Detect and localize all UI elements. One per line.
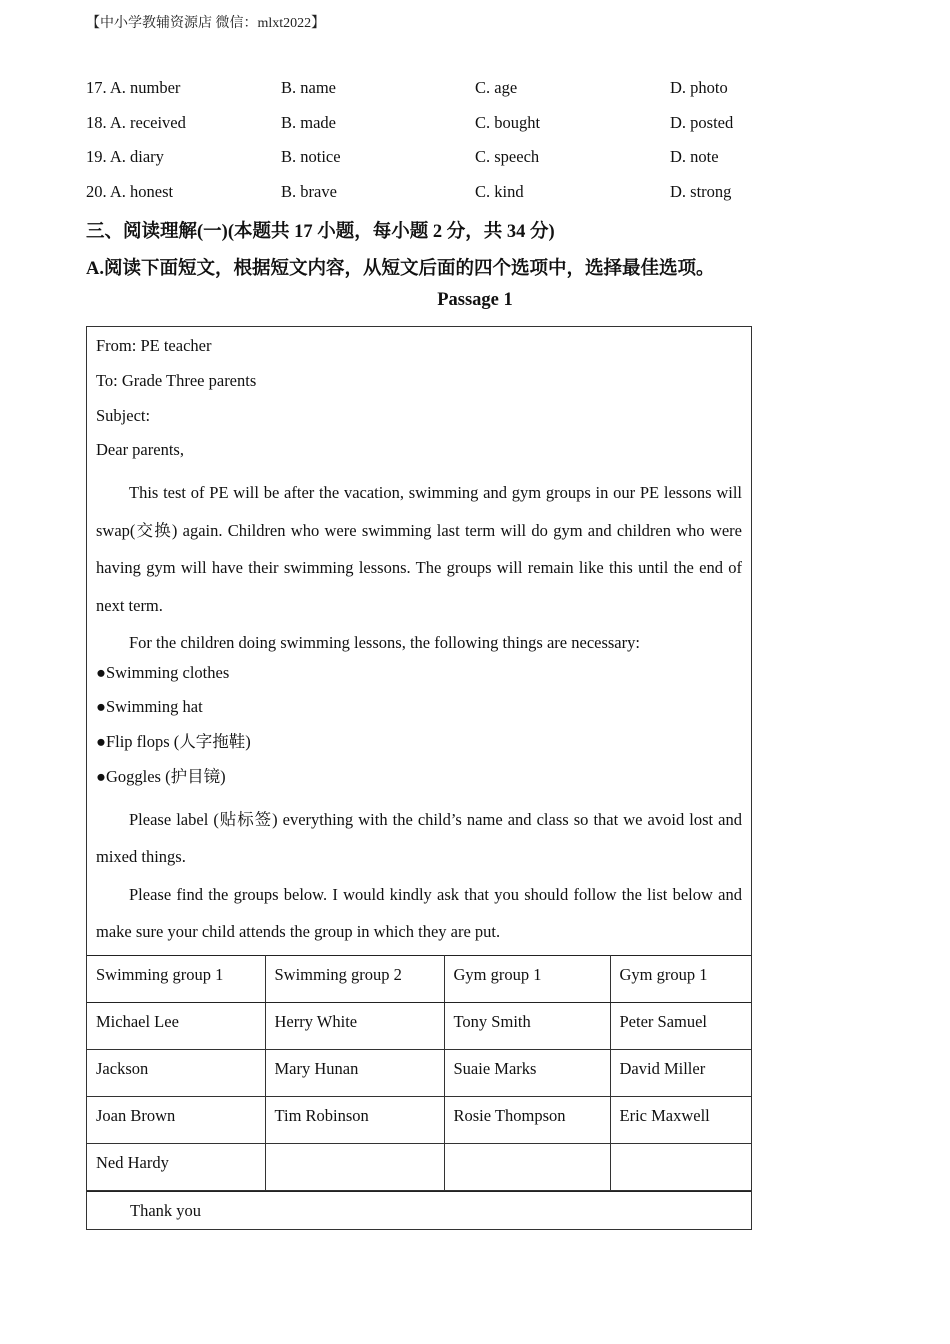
letter-greeting: Dear parents, <box>96 440 184 460</box>
list-item: ●Swimming hat <box>96 697 203 717</box>
option-c: C. bought <box>475 112 541 132</box>
page-header-watermark: 【中小学教辅资源店 微信：mlxt2022】 <box>86 16 326 31</box>
table-cell: Mary Hunan <box>265 1049 444 1096</box>
table-cell: Tony Smith <box>444 1002 610 1049</box>
letter-subject: Subject: <box>96 405 151 425</box>
letter-paragraph-3: Please label (贴标签) everything with the child’s name and class so that we avoid lost and mixed things. <box>96 809 742 867</box>
table-cell: Michael Lee <box>87 1002 265 1049</box>
table-cell: Eric Maxwell <box>610 1096 751 1143</box>
table-cell: Ned Hardy <box>87 1143 265 1190</box>
section-title: 三、阅读理解(一)(本题共 17 小题，每小题 2 分，共 34 分) <box>86 222 555 242</box>
option-b: B. brave <box>281 181 337 201</box>
option-d: D. note <box>670 147 719 166</box>
table-header-cell: Swimming group 1 <box>87 955 265 1002</box>
table-row <box>87 1002 751 1049</box>
table-cell: David Miller <box>610 1049 751 1096</box>
table-cell: Herry White <box>265 1002 444 1049</box>
table-row <box>87 1096 751 1143</box>
table-cell: Tim Robinson <box>265 1096 444 1143</box>
option-a: 20. A. honest <box>86 181 174 201</box>
table-cell: Suaie Marks <box>444 1049 610 1096</box>
option-a: 19. A. diary <box>86 147 164 166</box>
letter-closing: Thank you <box>87 1191 751 1229</box>
table-cell <box>265 1143 444 1190</box>
table-cell: Peter Samuel <box>610 1002 751 1049</box>
option-c: C. speech <box>475 147 540 166</box>
letter-to: To: Grade Three parents <box>96 370 257 390</box>
option-c: C. age <box>475 78 518 97</box>
table-row <box>87 1143 751 1190</box>
option-row-18 <box>86 113 866 148</box>
list-item: ●Swimming clothes <box>96 662 230 682</box>
table-row <box>87 1049 751 1096</box>
option-b: B. made <box>281 112 336 132</box>
option-a: 18. A. received <box>86 112 186 132</box>
option-d: D. strong <box>670 181 732 201</box>
option-a: 17. A. number <box>86 78 181 97</box>
letter-paragraph-4: Please find the groups below. I would kindly ask that you should follow the list below and make sure your child attends the group in which they are put. <box>96 884 742 942</box>
table-header-row <box>87 955 751 1002</box>
groups-table <box>87 955 751 1191</box>
list-item: ●Flip flops (人字拖鞋) <box>96 732 251 752</box>
table-cell: Jackson <box>87 1049 265 1096</box>
table-header-cell: Swimming group 2 <box>265 955 444 1002</box>
letter-from: From: PE teacher <box>96 336 212 355</box>
table-header-cell: Gym group 1 <box>444 955 610 1002</box>
option-row-17 <box>86 78 866 113</box>
table-cell <box>444 1143 610 1190</box>
table-cell: Joan Brown <box>87 1096 265 1143</box>
answer-options <box>86 78 866 216</box>
table-cell: Rosie Thompson <box>444 1096 610 1143</box>
table-cell <box>610 1143 751 1190</box>
section-instruction: A.阅读下面短文，根据短文内容，从短文后面的四个选项中，选择最佳选项。 <box>86 259 715 279</box>
option-b: B. notice <box>281 147 341 166</box>
letter-paragraph-2: For the children doing swimming lessons, the following things are necessary: <box>129 633 640 653</box>
table-header-cell: Gym group 1 <box>610 955 751 1002</box>
option-row-19 <box>86 147 866 182</box>
option-b: B. name <box>281 78 336 97</box>
option-d: D. posted <box>670 112 734 132</box>
passage-title: Passage 1 <box>437 290 513 310</box>
option-d: D. photo <box>670 78 728 97</box>
option-row-20 <box>86 182 866 217</box>
letter-paragraph-1: This test of PE will be after the vacation, swimming and gym groups in our PE lessons will swap(交换) again. Children who were swimming last term will do gym and children who were having gym will have their swimming lessons. The groups will remain like this until the end of next term. <box>96 483 742 615</box>
list-item: ●Goggles (护目镜) <box>96 767 226 787</box>
option-c: C. kind <box>475 181 524 201</box>
letter-box <box>86 326 752 1230</box>
